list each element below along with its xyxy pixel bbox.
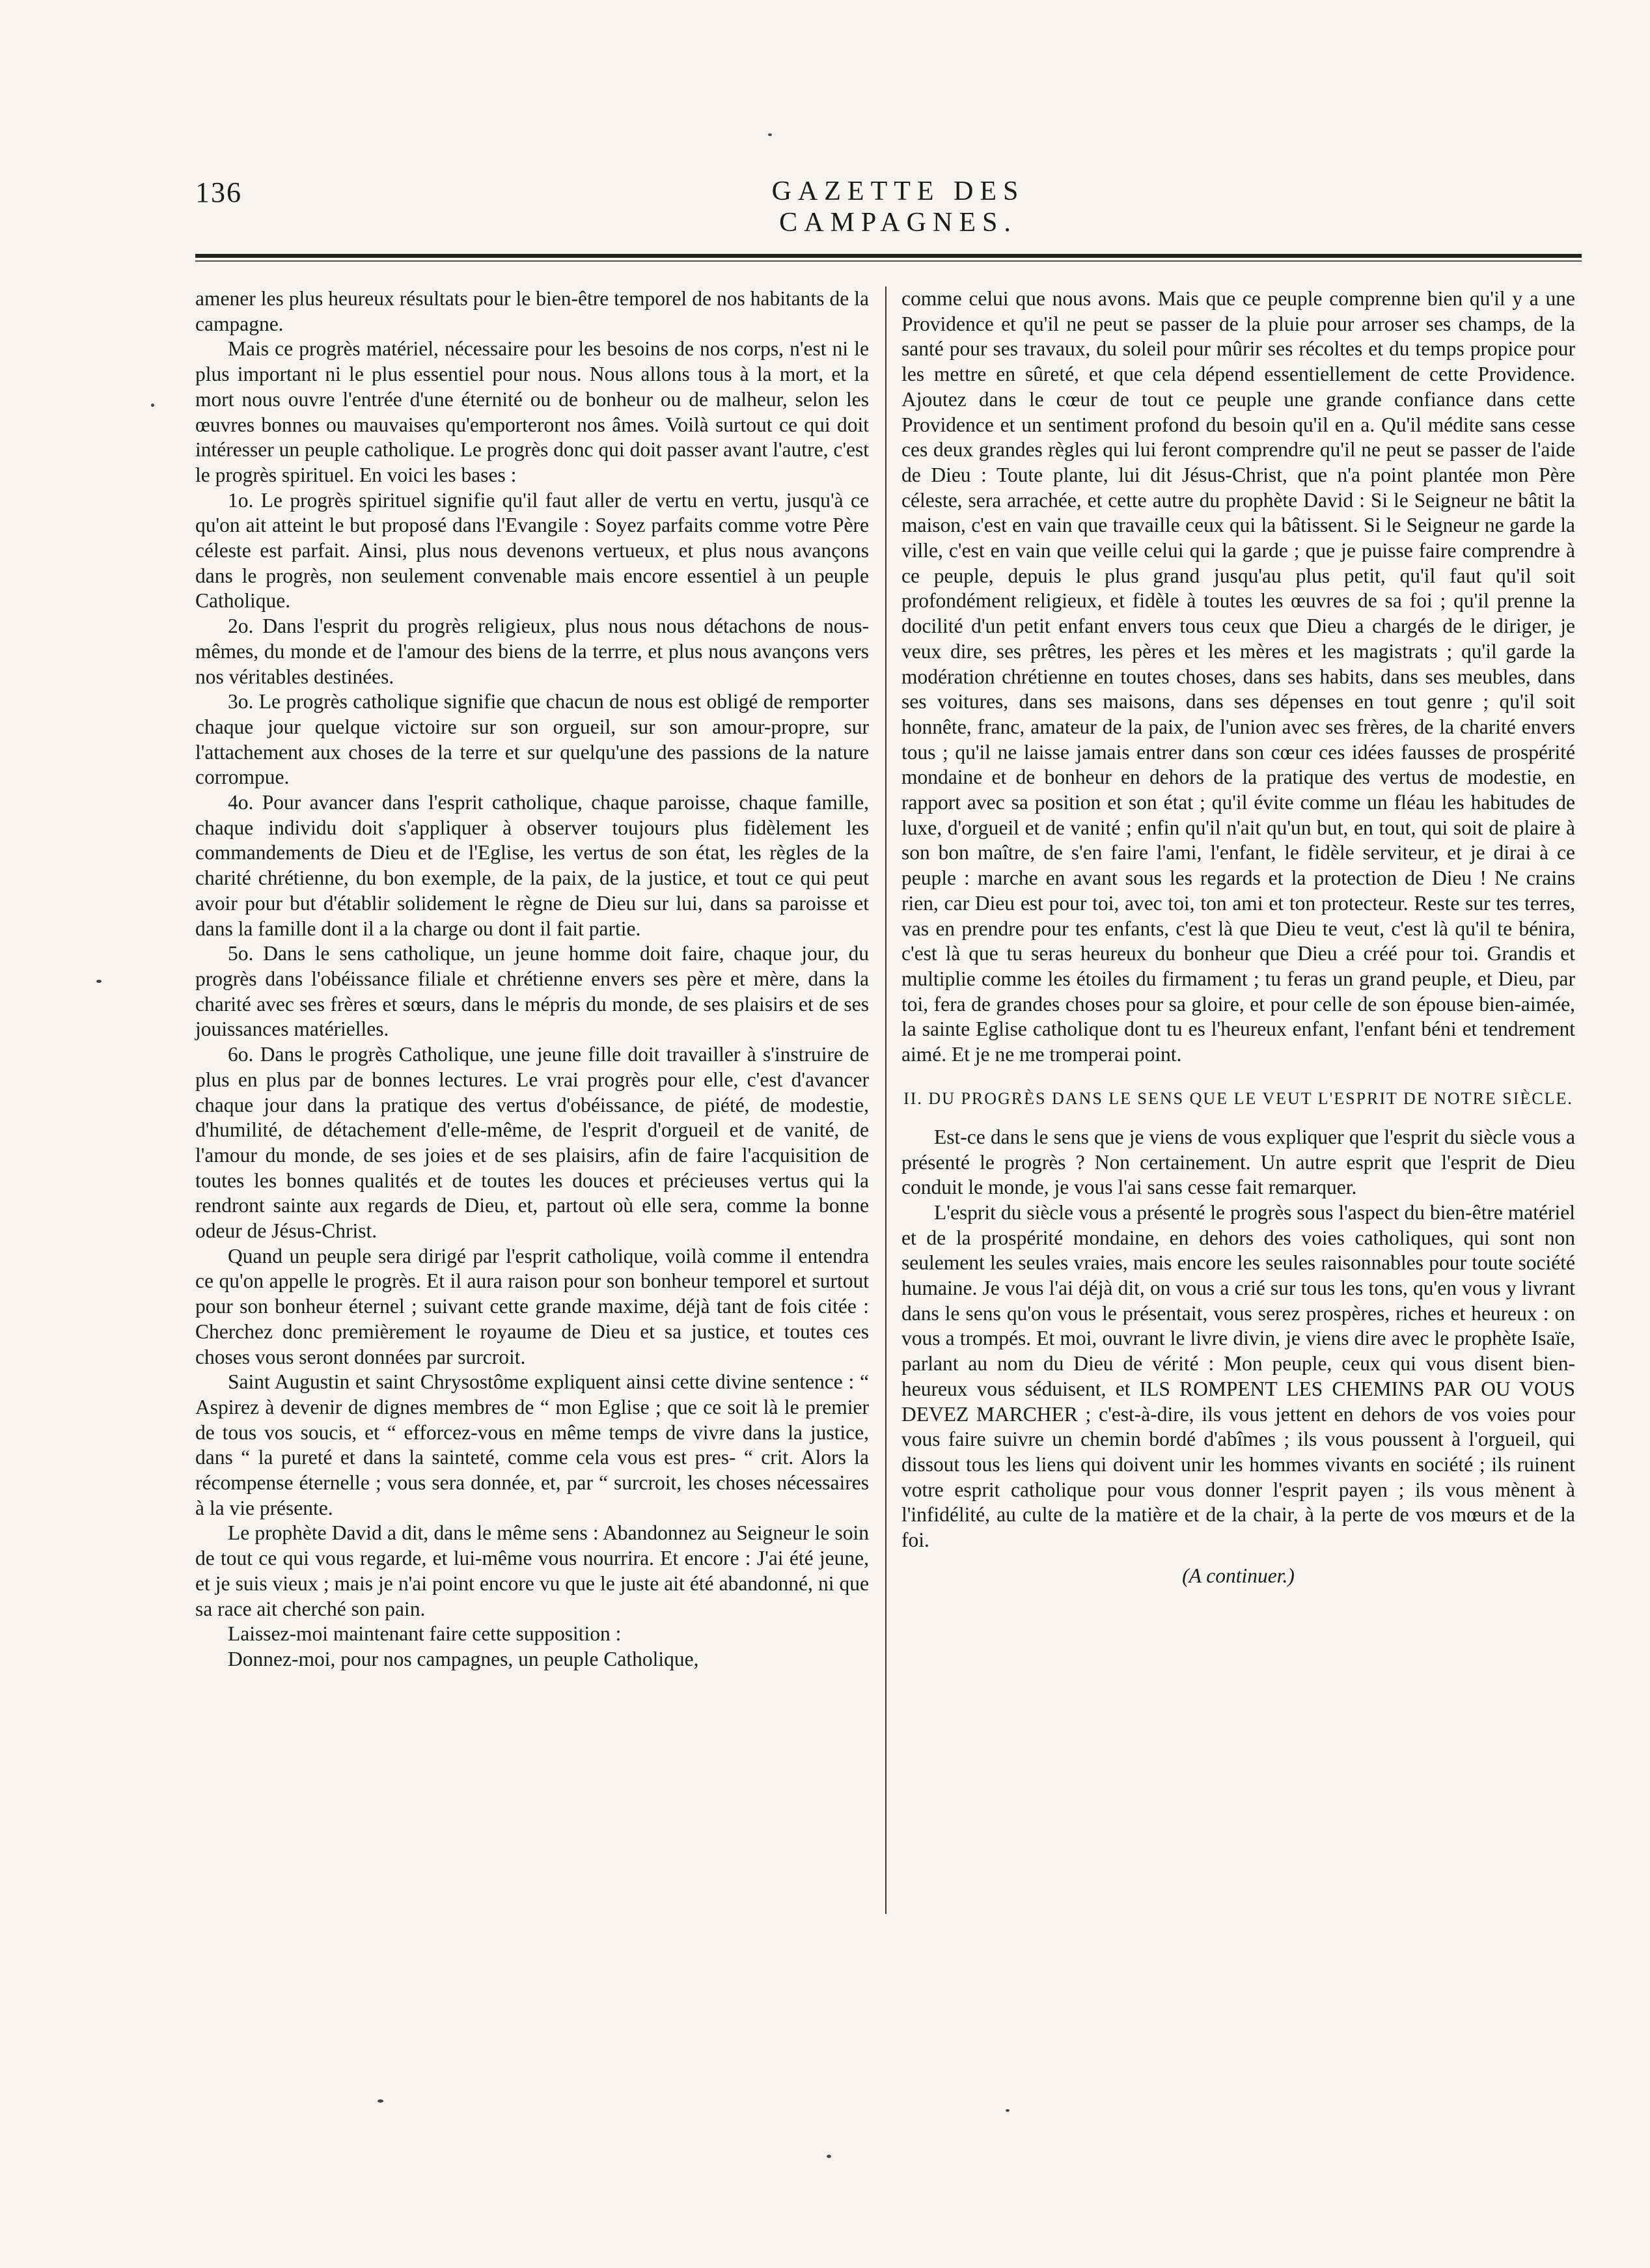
paragraph: amener les plus heureux résultats pour le bien-être temporel de nos habitants de la campagne. [195, 287, 869, 335]
right-column [901, 286, 1575, 1588]
paragraph: comme celui que nous avons. Mais que ce peuple comprenne bien qu'il y a une Providence et qu'il ne peut se passer de la pluie pour arroser ses champs, de la santé pour ses travaux, du soleil pour mûrir ses récoltes et du temps propice pour les mettre en sûreté, et que cela dépend essentiellement de cette Providence. Ajoutez dans le cœur de tout ce peuple une grande confiance dans cette Providence et un sentiment profond du besoin qu'il en a. Qu'il médite sans cesse ces deux grandes règles qui lui feront comprendre qu'il ne peut se passer de l'aide de Dieu : Toute plante, lui dit Jésus-Christ, que n'a point plantée mon Père céleste, sera arrachée, et cette autre du prophète David : Si le Seigneur ne bâtit la maison, c'est en vain que travaille ceux qui la bâtissent. Si le Seigneur ne garde la ville, c'est en vain que veille celui qui la garde ; que je puisse faire comprendre à ce peuple, depuis le plus grand jusqu'au plus petit, qu'il faut qu'il soit profondément religieux, et fidèle à toutes les œuvres de sa foi ; qu'il prenne la docilité d'un petit enfant envers tous ceux que Dieu a chargés de le diriger, je veux dire, ses prêtres, les pères et les mères et les magistrats ; qu'il garde la modération chrétienne en toutes choses, dans ses habits, dans ses meubles, dans ses voitures, dans ses maisons, dans ses dépenses en tout genre ; qu'il soit honnête, franc, amateur de la paix, de l'union avec ses frères, de la charité envers tous ; qu'il ne laisse jamais entrer dans son cœur ces idées fausses de prospérité mondaine et de bonheur en dehors de la pratique des vertus de modestie, en rapport avec sa position et son état ; qu'il évite comme un fléau les habitudes de luxe, d'orgueil et de vanité ; enfin qu'il n'ait qu'un but, en tout, qui soit de plaire à son bon maître, de s'en faire l'ami, l'enfant, le fidèle serviteur, et je dirai à ce peuple : marche en avant sous les regards et la protection de Dieu ! Ne crains rien, car Dieu est pour toi, avec toi, ton ami et ton protecteur. Reste sur tes terres, vas en prendre pour tes enfants, c'est là que Dieu te veut, c'est là qu'il te bénira, c'est là que tu seras heureux du bonheur que Dieu a créé pour toi. Grandis et multiplie comme les étoiles du firmament ; tu feras un grand peuple, et Dieu, par toi, fera de grandes choses pour sa gloire, et pour celle de son épouse bien-aimée, la sainte Eglise catholique dont tu es l'heureux enfant, l'enfant béni et tendrement aimé. Et je ne me tromperai point. [901, 287, 1575, 1066]
header-rule [195, 254, 1582, 262]
left-column [195, 286, 869, 1672]
paragraph: 6o. Dans le progrès Catholique, une jeune fille doit travailler à s'instruire de plus en plus par de bonnes lectures. Le vrai progrès pour elle, c'est d'avancer chaque jour dans la pratique des vertus d'obéissance, de piété, de modestie, d'humilité, de détachement d'elle-même, de l'esprit d'orgueil et de vanité, de l'amour du monde, de ses joies et de ses plaisirs, afin de faire l'acquisition de toutes les bonnes qualités et de toutes les douces et précieuses vertus qui la rendront sainte aux regards de Dieu, et, partout où elle sera, comme la bonne odeur de Jésus-Christ. [195, 1043, 869, 1243]
paragraph: 2o. Dans l'esprit du progrès religieux, plus nous nous détachons de nous-mêmes, du monde et de l'amour des biens de la terrre, et plus nous avançons vers nos véritables destinées. [195, 615, 869, 688]
column-divider [885, 286, 887, 1914]
paragraph: Laissez-moi maintenant faire cette supposition : [228, 1622, 622, 1646]
section-heading: II. DU PROGRÈS DANS LE SENS QUE LE VEUT L'ESPRIT DE NOTRE SIÈCLE. [903, 1088, 1573, 1108]
scan-speck [96, 980, 102, 983]
scan-speck [768, 133, 772, 136]
paragraph: 4o. Pour avancer dans l'esprit catholique, chaque paroisse, chaque famille, chaque individu doit s'appliquer à observer toujours plus fidèlement les commandements de Dieu et de l'Eglise, les vertus de son état, les règles de la charité chrétienne, du bon exemple, de la paix, de la justice, et tout ce qui peut avoir pour but d'établir solidement le règne de Dieu sur lui, dans sa paroisse et dans la famille dont il a la charge ou dont il fait partie. [195, 791, 869, 940]
paragraph: Le prophète David a dit, dans le même sens : Abandonnez au Seigneur le soin de tout ce qui vous regarde, et lui-même vous nourrira. Et encore : J'ai été jeune, et je suis vieux ; mais je n'ai point encore vu que le juste ait été abandonné, ni que sa race ait cherché son pain. [195, 1521, 869, 1620]
paragraph: 1o. Le progrès spirituel signifie qu'il faut aller de vertu en vertu, jusqu'à ce qu'on ait atteint le but proposé dans l'Evangile : Soyez parfaits comme votre Père céleste est parfait. Ainsi, plus nous devenons vertueux, et plus nous avançons dans le progrès, non seulement convenable mais encore essentiel à un peuple Catholique. [195, 488, 869, 613]
running-title: GAZETTE DES CAMPAGNES. [771, 176, 1025, 238]
scan-speck [378, 2099, 383, 2103]
page-header [195, 176, 1582, 238]
scan-speck [1006, 2109, 1010, 2112]
scan-speck [827, 2155, 831, 2158]
paragraph: Donnez-moi, pour nos campagnes, un peuple Catholique, [228, 1647, 699, 1670]
paragraph: Est-ce dans le sens que je viens de vous expliquer que l'esprit du siècle vous a présenté le progrès ? Non certainement. Un autre esprit que l'esprit de Dieu conduit le monde, je vous l'ai sans cesse fait remarquer. [901, 1125, 1575, 1199]
paragraph: L'esprit du siècle vous a présenté le progrès sous l'aspect du bien-être matériel et de la prospérité mondaine, en dehors des voies catholiques, qui sont non seulement les seules vraies, mais encore les seules raisonnables pour toute société humaine. Je vous l'ai déjà dit, on vous a crié sur tous les tons, qu'en vous y livrant dans le sens qu'on vous le présentait, vous serez prospères, riches et heureux : on vous a trompés. Et moi, ouvrant le livre divin, je viens dire avec le prophète Isaïe, parlant au nom du Dieu de vérité : Mon peuple, ceux qui vous disent bien-heureux vous séduisent, et ILS ROMPENT LES CHEMINS PAR OU VOUS DEVEZ MARCHER ; c'est-à-dire, ils vous jettent en dehors de vos voies pour vous faire suivre un chemin bordé d'abîmes ; ils vous poussent à l'orgueil, qui dissout tous les liens qui doivent unir les hommes vivants en société ; ils ruinent votre esprit catholique pour vous donner l'esprit payen ; ils vous mènent à l'infidélité, au culte de la matière et de la chair, à la perte de vos mœurs et de la foi. [901, 1200, 1575, 1552]
paragraph: 3o. Le progrès catholique signifie que chacun de nous est obligé de remporter chaque jour quelque victoire sur son orgueil, sur son amour-propre, sur l'attachement aux choses de la terre et sur quelqu'une des passions de la nature corrompue. [195, 690, 869, 789]
paragraph: Mais ce progrès matériel, nécessaire pour les besoins de nos corps, n'est ni le plus important ni le plus essentiel pour nous. Nous allons tous à la mort, et la mort nous ouvre l'entrée d'une éternité ou de bonheur ou de malheur, selon les œuvres bonnes ou mauvaises qu'emporteront nos âmes. Voilà surtout ce qui doit intéresser un peuple catholique. Le progrès donc qui doit passer avant l'autre, c'est le progrès spirituel. En voici les bases : [195, 337, 869, 486]
paragraph: Saint Augustin et saint Chrysostôme expliquent ainsi cette divine sentence : “ Aspirez à devenir de dignes membres de “ mon Eglise ; que ce soit là le premier de tous vos soucis, et “ efforcez-vous en même temps de vivre dans la justice, dans “ la pureté et dans la sainteté, comme cela vous est pres- “ crit. Alors la récompense éternelle ; vous sera donnée, et, par “ surcroit, les choses nécessaires à la vie présente. [195, 1370, 869, 1519]
paragraph: 5o. Dans le sens catholique, un jeune homme doit faire, chaque jour, du progrès dans l'obéissance filiale et chrétienne envers ses père et mère, dans la charité avec ses frères et sœurs, dans le mépris du monde, de ses plaisirs et de ses jouissances matérielles. [195, 942, 869, 1041]
continuation-note: (A continuer.) [1182, 1564, 1295, 1587]
paragraph: Quand un peuple sera dirigé par l'esprit catholique, voilà comme il entendra ce qu'on appelle le progrès. Et il aura raison pour son bonheur temporel et surtout pour son bonheur éternel ; suivant cette grande maxime, déjà tant de fois citée : Cherchez donc premièrement le royaume de Dieu et sa justice, et toutes ces choses vous seront données par surcroit. [195, 1244, 869, 1368]
page-number: 136 [195, 176, 242, 208]
scan-speck [151, 404, 154, 407]
